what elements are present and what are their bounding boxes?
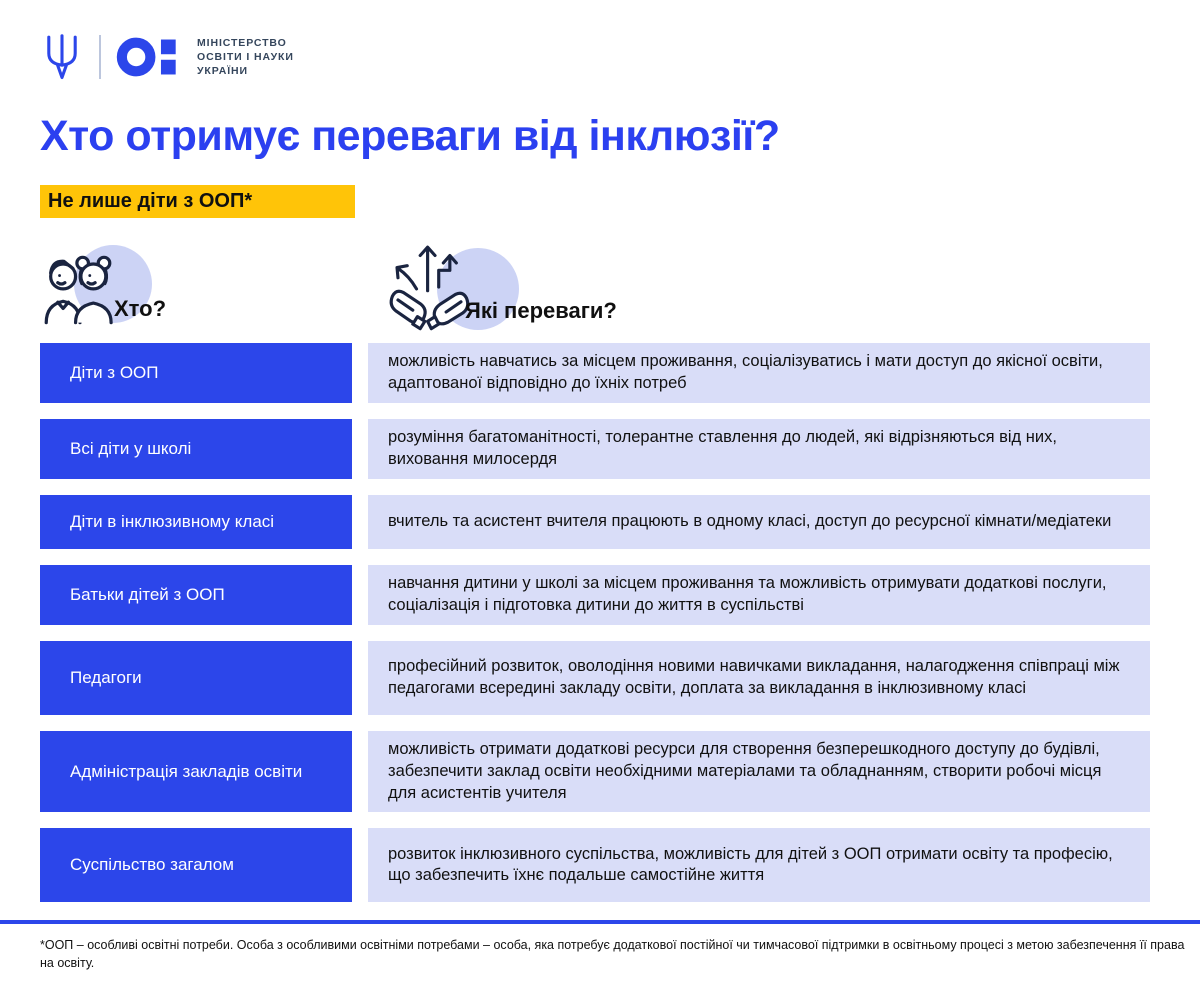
page-title: Хто отримує переваги від інклюзії? [40,112,780,160]
benefit-text: розвиток інклюзивного суспільства, можливість для дітей з ООП отримати освіту та професію, що забезпечить їхнє подальше самостійне життя [388,844,1113,885]
who-label: Батьки дітей з ООП [70,584,225,604]
benefits-table [40,343,1150,902]
table-row [40,731,1150,813]
benefit-cell [368,828,1150,902]
who-label: Всі діти у школі [70,438,192,458]
who-cell [40,565,352,625]
who-label: Педагоги [70,667,142,687]
benefits-header-label: Які переваги? [465,298,617,323]
who-cell [40,828,352,902]
who-cell [40,641,352,715]
table-row [40,641,1150,715]
two-people-icon [40,249,120,327]
hands-with-arrows-icon [385,240,473,334]
ministry-name-line2: ОСВІТИ І НАУКИ [197,50,294,63]
benefit-cell [368,565,1150,625]
benefit-text: професійний розвиток, оволодіння новими навичками викладання, налагодження співпраці між педагогами всередині закладу освіти, доплата за викладання в інклюзивному класі [388,656,1120,697]
benefit-cell [368,343,1150,403]
who-label: Адміністрація закладів освіти [70,761,303,781]
who-cell [40,419,352,479]
benefit-text: вчитель та асистент вчителя працюють в одному класі, доступ до ресурсної кімнати/медіатеки [388,511,1112,530]
column-header-benefits [385,240,765,330]
benefit-text: можливість навчатись за місцем проживання, соціалізуватись і мати доступ до якісної освіти, адаптованої відповідно до їхніх потреб [388,352,1103,392]
benefit-cell [368,731,1150,813]
who-cell [40,731,352,813]
benefit-cell [368,495,1150,549]
ministry-logo [40,32,294,82]
who-label: Діти з ООП [70,362,159,382]
who-label: Суспільство загалом [70,855,234,875]
logo-divider [99,35,101,79]
table-row [40,828,1150,902]
table-row [40,419,1150,479]
ministry-name [197,36,294,79]
who-cell [40,343,352,403]
benefit-cell [368,419,1150,479]
footer-divider [0,920,1200,924]
ministry-name-line3: УКРАЇНИ [197,65,248,78]
footnote: *ООП – особливі освітні потреби. Особа з особливими освітніми потребами – особа, яка потребує додаткової постійної чи тимчасової підтримки в освітньому процесі з метою забезпечення її права на освіту. [40,938,1185,971]
benefit-text: розуміння багатоманітності, толерантне ставлення до людей, які відрізняються від них, виховання милосердя [388,427,1057,468]
benefit-cell [368,641,1150,715]
ministry-name-line1: МІНІСТЕРСТВО [197,36,287,49]
subtitle-badge: Не лише діти з ООП* [40,185,355,218]
table-row [40,565,1150,625]
who-label: Діти в інклюзивному класі [70,511,275,531]
table-row [40,343,1150,403]
mon-o-colon-logo-icon [116,34,182,80]
column-header-who [40,243,320,333]
table-row [40,495,1150,549]
ukraine-trident-icon [40,32,84,82]
benefit-text: навчання дитини у школі за місцем проживання та можливість отримувати додаткові послуги, соціалізація і підготовка дитини до життя в суспільстві [388,573,1107,614]
who-header-label: Хто? [114,296,167,321]
who-cell [40,495,352,549]
benefit-text: можливість отримати додаткові ресурси для створення безперешкодного доступу до будівлі, забезпечити заклад освіти необхідними матеріалами та обладнанням, створити робочі місця для асистентів учителя [388,739,1102,802]
